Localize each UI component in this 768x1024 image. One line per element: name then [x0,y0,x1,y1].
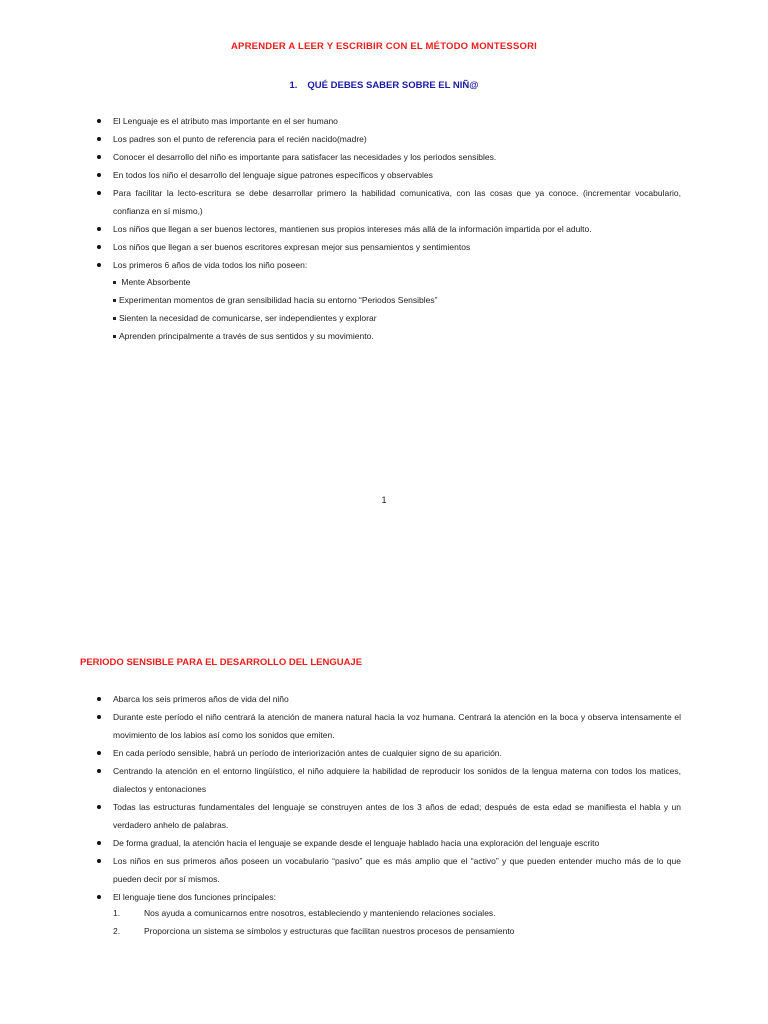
list-item: Durante este período el niño centrará la atención de manera natural hacia la voz humana. Centrará la atención en la boca y observa intensamente el movimiento de los labios así como los sonidos que emiten. [113,708,681,744]
sub-list-item-text: Sienten la necesidad de comunicarse, ser independientes y explorar [119,313,377,323]
list-item: El lenguaje tiene dos funciones principales: [113,888,681,906]
list-item: Para facilitar la lecto-escritura se debe desarrollar primero la habilidad comunicativa, con las cosas que ya conoce. (incrementar vocabulario, confianza en sí mismo,) [113,184,681,220]
list-item: El Lenguaje es el atributo mas importante en el ser humano [113,112,681,130]
section-1-heading-text: QUÉ DEBES SABER SOBRE EL NIÑ@ [307,80,479,91]
list-item: Los primeros 6 años de vida todos los niño poseen: [113,256,681,274]
section-1-heading [0,80,768,91]
square-bullet-icon [113,281,116,284]
sub-list-item [113,273,437,291]
list-item: De forma gradual, la atención hacia el lenguaje se expande desde el lenguaje hablado hacia una exploración del lenguaje escrito [113,834,681,852]
list-item: Los padres son el punto de referencia para el recién nacido(madre) [113,130,681,148]
list-item: Todas las estructuras fundamentales del lenguaje se construyen antes de los 3 años de edad; después de esta edad se manifiesta el habla y un verdadero anhelo de palabras. [113,798,681,834]
sub-list-item [113,291,437,309]
sub-list-item [113,309,437,327]
item-text: Nos ayuda a comunicarnos entre nosotros, estableciendo y manteniendo relaciones sociales. [144,908,496,918]
sub-list-item-text: Experimentan momentos de gran sensibilidad hacia su entorno “Periodos Sensibles” [119,295,438,305]
sub-list-item-text: Aprenden principalmente a través de sus sentidos y su movimiento. [119,331,374,341]
list-item: Los niños que llegan a ser buenos lectores, mantienen sus propios intereses más allá de la información impartida por el adulto. [113,220,681,238]
section-1-number: 1. [289,80,298,91]
square-bullet-icon [113,317,116,320]
numbered-list-item [113,904,514,922]
list-item: En todos los niño el desarrollo del lenguaje sigue patrones específicos y observables [113,166,681,184]
item-number: 1. [113,908,121,918]
item-text: Proporciona un sistema se símbolos y estructuras que facilitan nuestros procesos de pensamiento [144,926,515,936]
list-item: Abarca los seis primeros años de vida del niño [113,690,681,708]
sub-list-item [113,327,437,345]
functions-numbered-list [113,904,514,940]
list-item: Los niños que llegan a ser buenos escritores expresan mejor sus pensamientos y sentimientos [113,238,681,256]
square-bullet-icon [113,299,116,302]
section-2-heading: PERIODO SENSIBLE PARA EL DESARROLLO DEL LENGUAJE [80,657,363,668]
numbered-list-item [113,922,514,940]
list-item: En cada período sensible, habrá un período de interiorización antes de cualquier signo de su aparición. [113,744,681,762]
document-title: APRENDER A LEER Y ESCRIBIR CON EL MÉTODO MONTESSORI [231,41,537,52]
square-bullet-icon [113,335,116,338]
section-1-sub-list [113,273,437,345]
page-number: 1 [381,495,387,505]
section-2-bullet-list [113,690,681,906]
list-item: Centrando la atención en el entorno lingüístico, el niño adquiere la habilidad de reproducir los sonidos de la lengua materna con todos los matices, dialectos y entonaciones [113,762,681,798]
sub-list-item-text: Mente Absorbente [119,277,191,287]
item-number: 2. [113,926,121,936]
section-1-bullet-list [113,112,681,274]
list-item: Conocer el desarrollo del niño es importante para satisfacer las necesidades y los periodos sensibles. [113,148,681,166]
list-item: Los niños en sus primeros años poseen un vocabulario “pasivo” que es más amplio que el “activo” y que pueden entender mucho más de lo que pueden decir por sí mismos. [113,852,681,888]
